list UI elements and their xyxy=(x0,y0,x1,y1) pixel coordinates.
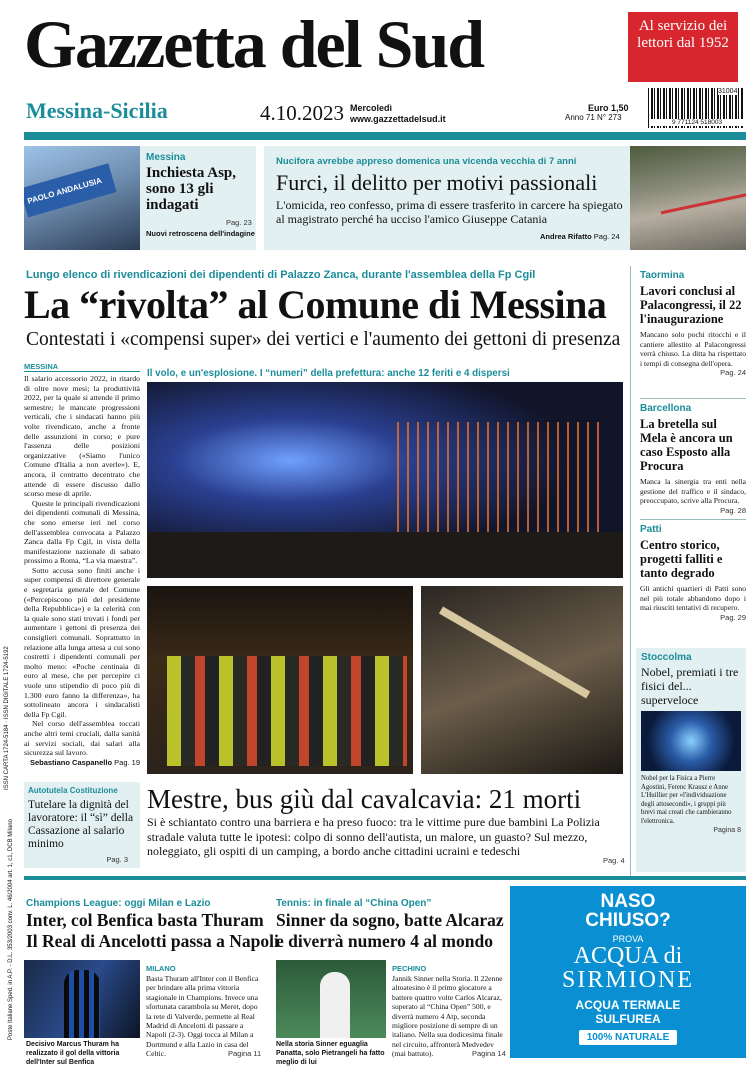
since-badge: Al servizio dei lettori dal 1952 xyxy=(628,12,738,82)
ad-line3: PROVA xyxy=(612,934,644,944)
lead-divider xyxy=(630,266,631,876)
tennis-kicker: Tennis: in finale al “China Open” xyxy=(276,898,432,909)
postal-text: Poste Italiane Sped. in A.P. - D.L. 353/2003 conv. L. 46/2004 art. 1, c1, DCB Milano xyxy=(8,819,14,1040)
ad-line7: SULFUREA xyxy=(595,1012,661,1026)
patti-body: Gli antichi quartieri di Patti sono nel più totale abbandono dopo i mai riusciti tentativi di recupero. xyxy=(640,584,746,613)
left-p4: Nel corso dell'assemblea toccati anche altri temi cruciali, dalla sanità ai servizi sociali, dai salari alla sicurezza sul lavoro. xyxy=(24,719,140,758)
nobel-kicker: Stoccolma xyxy=(641,652,692,663)
ground xyxy=(147,532,623,578)
divider xyxy=(640,519,746,520)
mestre-headline: Mestre, bus giù dal cavalcavia: 21 morti xyxy=(147,784,582,814)
nobel-headline: Nobel, premiati i tre fisici del... superveloce xyxy=(641,665,739,707)
patti-headline: Centro storico, progetti falliti e tanto degrado xyxy=(640,538,723,580)
ad-line4: ACQUA di xyxy=(573,943,683,969)
taormina-story xyxy=(640,270,746,398)
ad-line1: NASO xyxy=(600,891,656,912)
issn-text: ISSN CARTA 1724-5184 · ISSN DIGITALE 1724-5192 xyxy=(4,646,10,790)
ad-line6: ACQUA TERMALE xyxy=(575,998,681,1012)
mestre-photo-main xyxy=(147,382,623,578)
ad-line5: SIRMIONE xyxy=(561,967,694,993)
nobel-page: Pagina 8 xyxy=(713,826,741,834)
furci-byline-row xyxy=(540,232,620,241)
mestre-kicker: Il volo, e un'esplosione. I “numeri” della prefettura: anche 12 feriti e 4 dispersi xyxy=(147,368,510,379)
lead-subhead: Contestati i «compensi super» dei vertici e l'aumento dei gettoni di presenza xyxy=(26,329,621,350)
masthead-rule xyxy=(24,132,746,140)
barcellona-story xyxy=(640,403,746,519)
tennis-headline-1: Sinner da sogno, batte Alcaraz xyxy=(276,910,504,930)
autotutela-box xyxy=(24,782,140,868)
date: 4.10.2023 xyxy=(260,101,344,125)
furci-photo xyxy=(630,146,746,250)
thuram-photo xyxy=(24,960,140,1038)
taormina-kicker: Taormina xyxy=(640,270,685,281)
player xyxy=(64,970,100,1038)
pechino-label: PECHINO xyxy=(392,964,427,973)
furci-body: L'omicida, reo confesso, prima di essere trasferito in carcere ha spiegato al magistrato perché ha ucciso l'amico Giuseppe Catania xyxy=(276,198,623,226)
player xyxy=(320,972,350,1038)
left-label: MESSINA xyxy=(24,362,140,372)
right-column xyxy=(640,270,746,622)
furci-kicker: Nucifora avrebbe appreso domenica una vicenda vecchia di 7 anni xyxy=(276,156,577,167)
mestre-photo-rescuers xyxy=(147,586,413,774)
champions-page: Pagina 11 xyxy=(228,1049,262,1058)
milano-label: MILANO xyxy=(146,964,176,973)
taormina-body: Mancano solo pochi ritocchi e il cantiere allestito al Palacongressi verrà chiuso. La ditta ha rispettato i tempi di consegna dell'opera. xyxy=(640,330,746,368)
mestre-photo-wreck xyxy=(421,586,623,774)
mestre-page: Pag. 4 xyxy=(603,856,625,865)
issue-number: Anno 71 N° 273 xyxy=(565,113,622,122)
furci-page: Pag. 24 xyxy=(593,232,620,241)
autotutela-page: Pag. 3 xyxy=(106,855,128,864)
ad-line8: 100% NATURALE xyxy=(579,1030,678,1045)
left-column xyxy=(24,362,140,767)
taormina-page: Pag. 24 xyxy=(720,368,746,378)
left-p2: Queste le principali rivendicazioni dei dipendenti comunali di Messina, che sono emerse ieri nel corso dell'assemblea convocata a Palazzo Zanca dalla Fp Cgil, in vista della manifestazione nazionale di sabato prossimo a Roma, “La via maestra”. xyxy=(24,498,140,566)
left-byline-row xyxy=(24,758,140,767)
tennis-page: Pagina 14 xyxy=(472,1049,506,1058)
tape xyxy=(661,193,746,215)
asp-headline: Inchiesta Asp, sono 13 gli indagati xyxy=(146,165,237,213)
ad-line2: CHIUSO? xyxy=(585,910,671,931)
furci-byline: Andrea Rifatto xyxy=(540,232,592,241)
barcellona-kicker: Barcellona xyxy=(640,403,692,414)
left-p1: Il salario accessorio 2022, in ritardo di oltre nove mesi; la produttività 2022, per la quale si attende il primo semestre; le mancate progressioni verticali, che i sindacati hanno più volte rivendicato, anche a fronte delle assunzioni in corso; e pure l'assenza delle posizioni organizzative («Siamo l'unico Comune d'Italia a non averle»). E, ancora, il contratto decentrato che attende di essere discusso dallo scorso mese di aprile. xyxy=(24,374,140,499)
weekday: Mercoledì xyxy=(350,103,393,113)
furci-headline: Furci, il delitto per motivi passionali xyxy=(276,170,598,195)
nobel-box xyxy=(636,648,746,872)
website: www.gazzettadelsud.it xyxy=(350,114,446,124)
asp-sub: Nuovi retroscena dell'indagine xyxy=(146,229,255,238)
edition-label: Messina-Sicilia xyxy=(26,98,168,123)
champions-kicker: Champions League: oggi Milan e Lazio xyxy=(26,898,211,909)
price: Euro 1,50 xyxy=(588,103,629,113)
champions-headline-1: Inter, col Benfica basta Thuram xyxy=(26,910,264,930)
patti-page: Pag. 29 xyxy=(720,612,746,622)
barcellona-headline: La bretella sul Mela è ancora un caso Esposto alla Procura xyxy=(640,417,733,473)
sinner-photo xyxy=(276,960,386,1038)
autotutela-text: Tutelare la dignità del lavoratore: il “sì” della Cassazione al salario minimo xyxy=(28,799,134,850)
barcode-top-number: 31004 xyxy=(718,88,738,95)
barcode-bottom-number: 9 771124 518003 xyxy=(650,119,744,126)
divider xyxy=(640,398,746,399)
left-byline: Sebastiano Caspanello xyxy=(29,757,113,767)
sirmione-ad[interactable] xyxy=(510,886,746,1058)
champions-body: Basta Thuram all'Inter con il Benfica per brindare alla prima vittoria stagionale in Champions. Invece una sfortunata carambola su Meret, dopo la rete di Valverde, permette al Real Madrid di Ancelotti di passare a Napoli (2-3). Oggi tocca al Milan a Dortmund e alla Lazio in casa del Celtic. xyxy=(146,974,259,1059)
rescuers xyxy=(167,656,407,766)
asp-photo xyxy=(24,146,140,250)
thuram-caption: Decisivo Marcus Thuram ha realizzato il gol della vittoria dell'Inter sul Benfica xyxy=(26,1041,120,1066)
asp-page: Pag. 23 xyxy=(226,218,252,227)
asp-sign: PAOLO ANDALUSIA xyxy=(24,163,117,217)
thuram-caption-row xyxy=(26,1040,140,1067)
asp-kicker: Messina xyxy=(146,152,186,163)
champions-headline-2: Il Real di Ancelotti passa a Napoli xyxy=(26,931,279,951)
taormina-headline: Lavori conclusi al Palacongressi, il 22 l'inaugurazione xyxy=(640,284,742,326)
left-p3: Sotto accusa sono finiti anche i super compensi di direttore generale e segretaria generale del Comune («Percepiscono più del presidente della Repubblica») e la celerità con la quale sono stati trovati i fondi per aumentare i gettoni di presenza dei consiglieri comunali. Soprattutto in relazione alla lunga attesa a cui sono costretti i dipendenti comunali per molto meno: «Poche centinaia di euro al mese, che per percepire ci vuole uno stipendio di poco più di 1.300 euro fanno la differenza», ha sottolineato ancora i sindacalisti della Fp Cgil. xyxy=(24,565,140,719)
tennis-body: Jannik Sinner nella Storia. Il 22enne altoatesino è il primo giocatore a battere quattro volte Carlos Alcaraz, superato al “China Open” 500, e diverrà numero 4 Atp, seconda migliore posizione di sempre di un italiano. Nella sua dodicesima finale nel circuito, affronterà Medvedev (mai battuto). xyxy=(392,974,503,1059)
patti-story xyxy=(640,524,746,622)
masthead-title: Gazzetta del Sud xyxy=(24,6,484,82)
nobel-body: Nobel per la Fisica a Pierre Agostini, Ferenc Krausz e Anne L'Huillier per «l'individuazione degli attosecondi», i gruppi più brevi mai creati che cambieranno l'elettronica. xyxy=(641,775,732,825)
overpass xyxy=(439,607,590,699)
sinner-caption-row xyxy=(276,1040,388,1067)
lead-headline: La “rivolta” al Comune di Messina xyxy=(24,282,607,327)
tennis-headline-2: e diverrà numero 4 al mondo xyxy=(276,931,493,951)
nobel-image xyxy=(641,711,741,771)
autotutela-kicker: Autotutela Costituzione xyxy=(28,786,118,795)
sinner-caption: Nella storia Sinner eguaglia Panatta, solo Pietrangeli ha fatto meglio di lui xyxy=(276,1041,385,1066)
barcellona-page: Pag. 28 xyxy=(720,505,746,515)
lead-kicker: Lungo elenco di rivendicazioni dei dipendenti di Palazzo Zanca, durante l'assemblea della Fp Cgil xyxy=(26,269,536,281)
patti-kicker: Patti xyxy=(640,524,662,535)
mestre-body: Si è schiantato contro una barriera e ha preso fuoco: tra le vittime pure due bambini La Polizia stradale valuta tutte le ipotesi: colpo di sonno dell'autista, un malore, un guasto? Sul mezzo, noleggiato, gli ospiti di un camping, a bordo anche cittadini ucraini e tedeschi xyxy=(147,815,600,858)
barcellona-body: Manca la sinergia tra enti nella gestione del traffico e il sindaco, preoccupato, scrive alla Procura. xyxy=(640,477,746,506)
left-page: Pag. 19 xyxy=(114,757,140,767)
bottom-rule xyxy=(24,876,746,880)
